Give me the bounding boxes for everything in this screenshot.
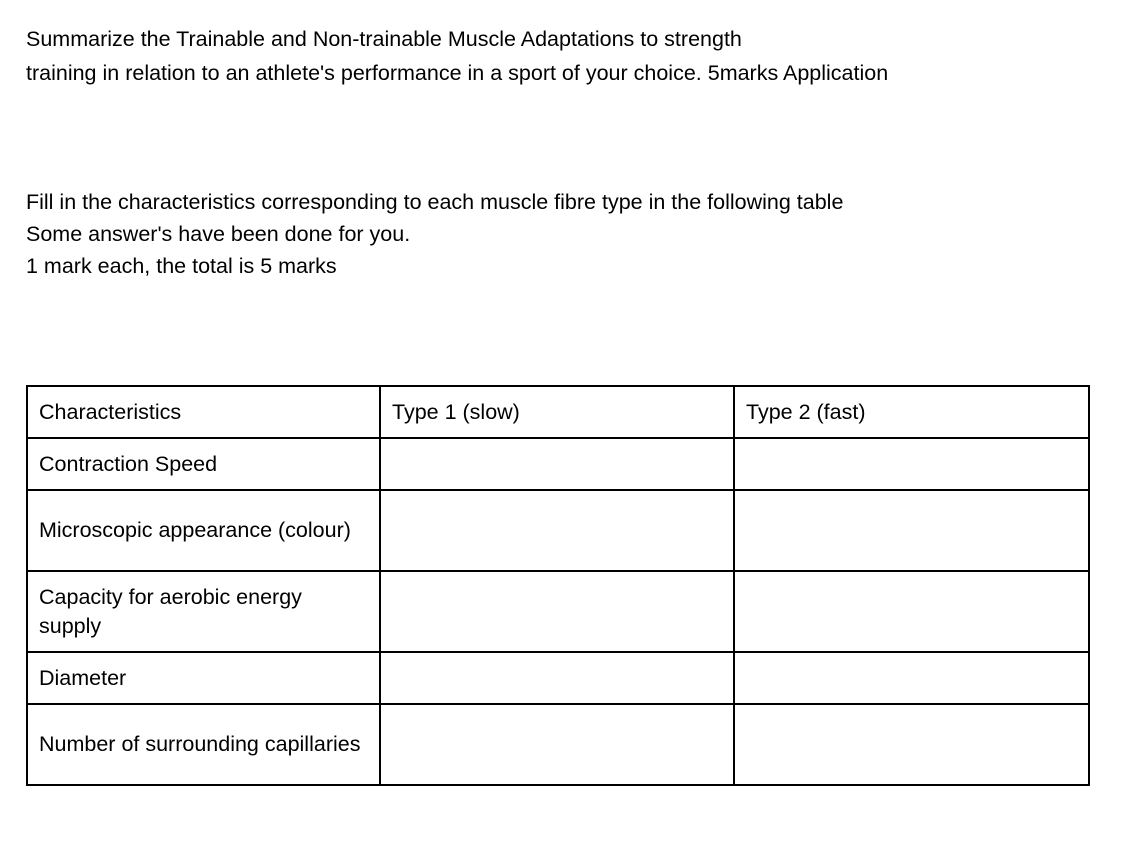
question-2-line-2: Some answer's have been done for you. — [26, 222, 411, 246]
cell-type-2-contraction-speed[interactable] — [734, 438, 1089, 490]
table-row — [27, 571, 1089, 652]
cell-type-1-contraction-speed[interactable] — [380, 438, 734, 490]
cell-type-2-capillaries[interactable] — [734, 704, 1089, 785]
cell-type-2-microscopic-appearance[interactable] — [734, 490, 1089, 571]
cell-type-2-aerobic-capacity[interactable] — [734, 571, 1089, 652]
question-2-line-1: Fill in the characteristics corresponding to each muscle fibre type in the following table — [26, 190, 844, 214]
table-row — [27, 652, 1089, 704]
header-characteristics: Characteristics — [27, 386, 380, 438]
row-label-diameter: Diameter — [27, 652, 380, 704]
table-header-row — [27, 386, 1089, 438]
question-1-line-2: training in relation to an athlete's performance in a sport of your choice. 5marks Application — [26, 61, 889, 85]
muscle-fibre-table — [26, 385, 1090, 786]
row-label-capillaries: Number of surrounding capillaries — [27, 704, 380, 785]
header-type-1: Type 1 (slow) — [380, 386, 734, 438]
table-row — [27, 490, 1089, 571]
question-2-line-3: 1 mark each, the total is 5 marks — [26, 254, 337, 278]
table-row — [27, 704, 1089, 785]
question-1 — [26, 22, 888, 90]
table-row — [27, 438, 1089, 490]
question-1-line-1: Summarize the Trainable and Non-trainable Muscle Adaptations to strength — [26, 27, 742, 51]
cell-type-1-microscopic-appearance[interactable] — [380, 490, 734, 571]
cell-type-1-capillaries[interactable] — [380, 704, 734, 785]
cell-type-2-diameter[interactable] — [734, 652, 1089, 704]
row-label-aerobic-capacity: Capacity for aerobic energy supply — [27, 571, 380, 652]
question-2 — [26, 186, 843, 282]
row-label-contraction-speed: Contraction Speed — [27, 438, 380, 490]
cell-type-1-diameter[interactable] — [380, 652, 734, 704]
row-label-microscopic-appearance: Microscopic appearance (colour) — [27, 490, 380, 571]
header-type-2: Type 2 (fast) — [734, 386, 1089, 438]
cell-type-1-aerobic-capacity[interactable] — [380, 571, 734, 652]
